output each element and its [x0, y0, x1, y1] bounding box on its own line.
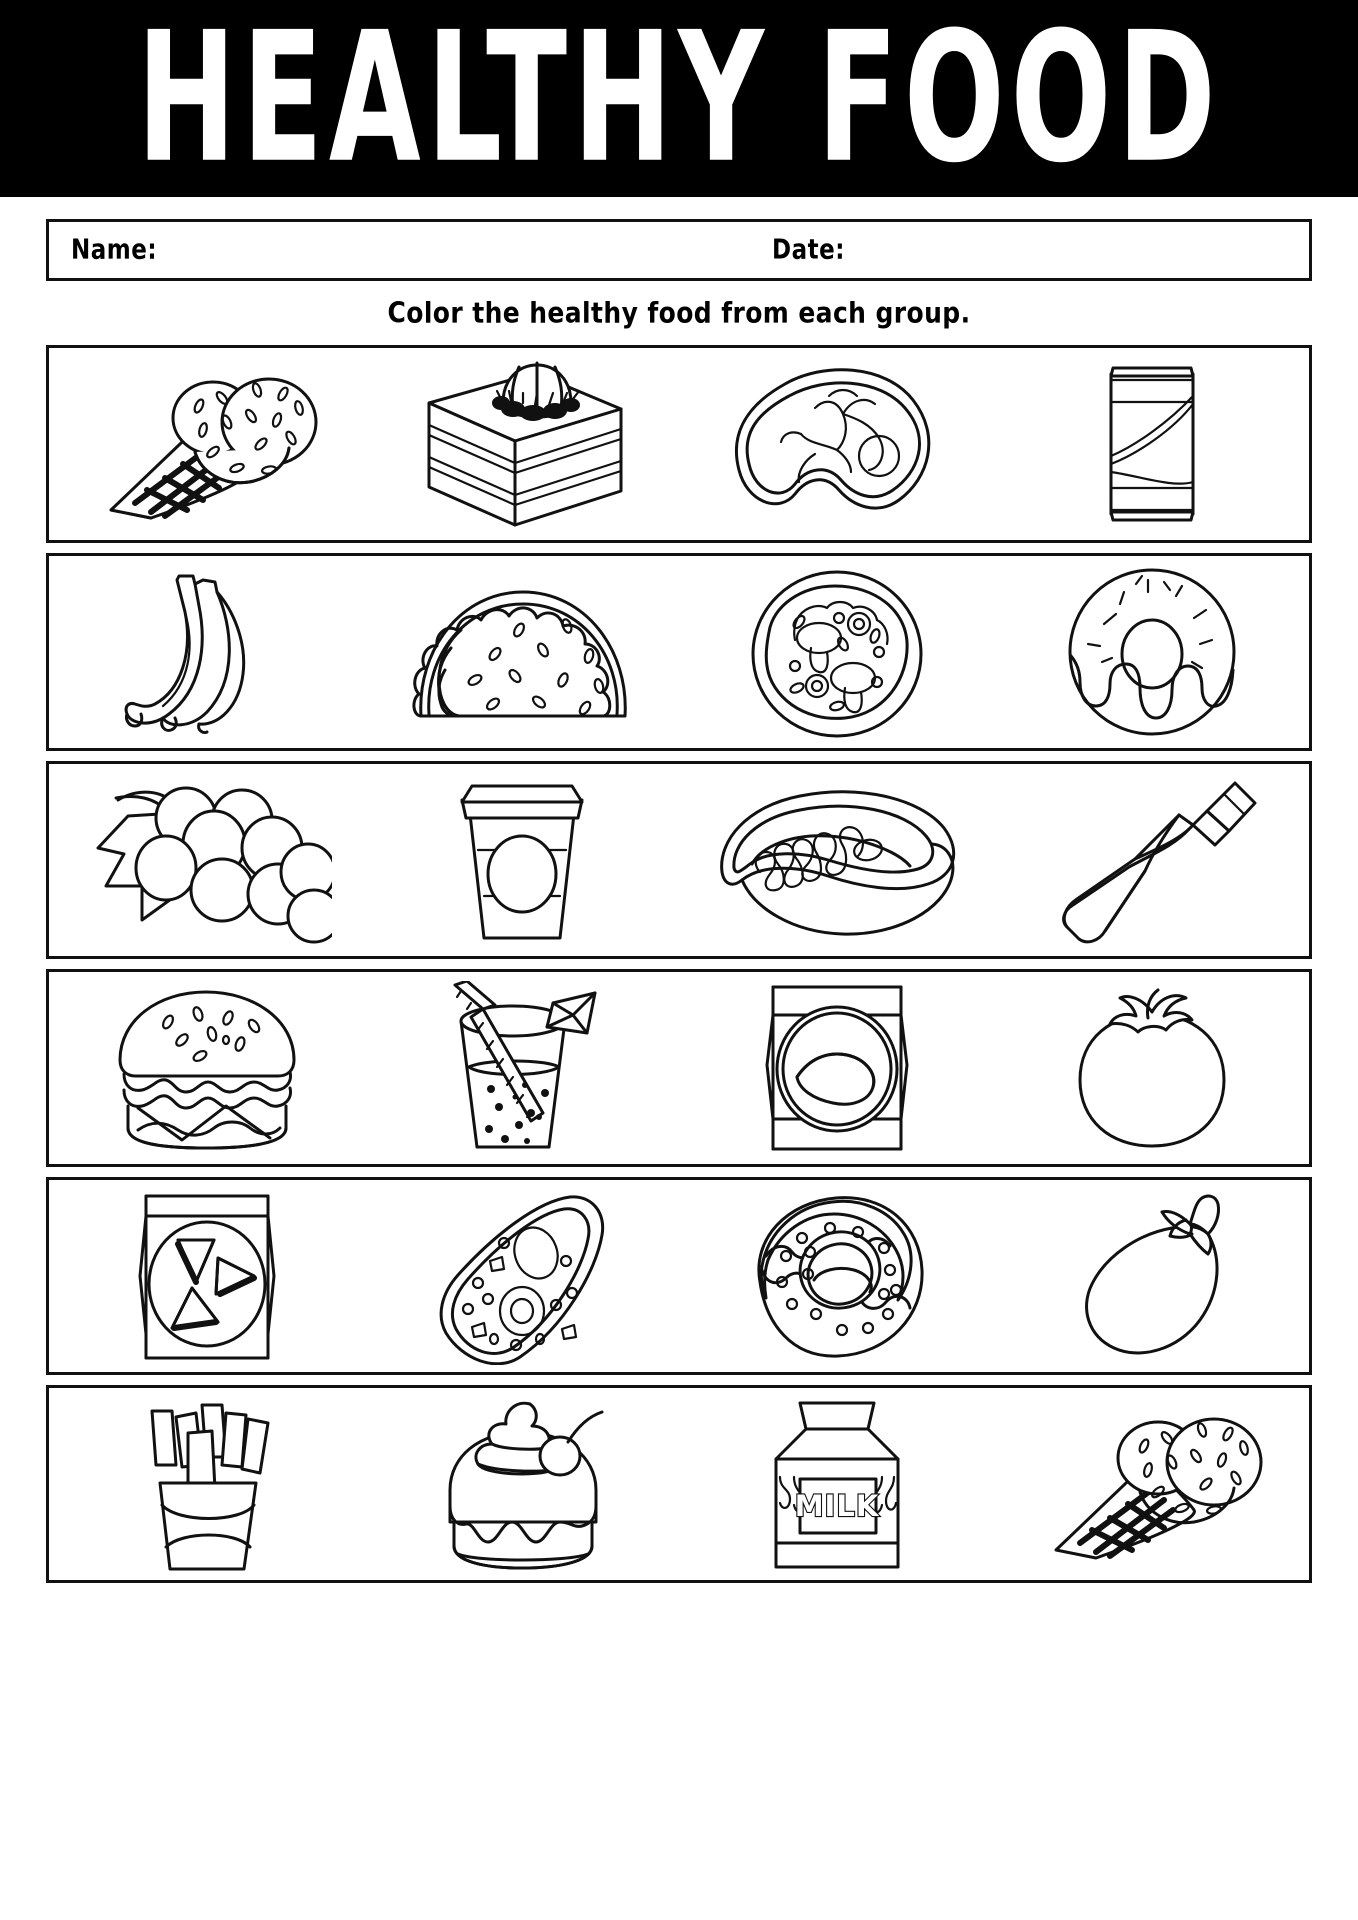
- food-group-row: [46, 553, 1312, 751]
- food-item-taco[interactable]: [364, 556, 679, 748]
- food-item-juice-glass[interactable]: [364, 972, 679, 1164]
- page-title: HEALTHY FOOD: [136, 0, 1222, 197]
- header-banner: [0, 0, 1358, 197]
- food-item-hamburger[interactable]: [49, 972, 364, 1164]
- food-item-nachos-bag[interactable]: [49, 1180, 364, 1372]
- milk-label: MILK: [794, 1489, 879, 1523]
- food-item-ice-cream-cone[interactable]: [994, 1388, 1309, 1580]
- food-group-row: [46, 1177, 1312, 1375]
- food-item-hot-dog[interactable]: [679, 764, 994, 956]
- food-group-row: [46, 1385, 1312, 1583]
- food-group-row: [46, 761, 1312, 959]
- food-item-cake-slice[interactable]: [364, 348, 679, 540]
- food-item-donut-glazed[interactable]: [994, 556, 1309, 748]
- food-item-grapes[interactable]: [49, 764, 364, 956]
- food-item-donut-sprinkles[interactable]: [679, 1180, 994, 1372]
- food-item-milk-jug[interactable]: [679, 1388, 994, 1580]
- food-item-coffee-cup[interactable]: [364, 764, 679, 956]
- name-date-box: [46, 219, 1312, 281]
- name-date-section: [0, 197, 1358, 281]
- food-item-pizza-slice[interactable]: [364, 1180, 679, 1372]
- food-item-pizza-whole[interactable]: [679, 556, 994, 748]
- food-group-row: [46, 969, 1312, 1167]
- instruction-text: Color the healthy food from each group.: [387, 296, 971, 330]
- food-item-cupcake[interactable]: [364, 1388, 679, 1580]
- food-item-soda-can[interactable]: [994, 348, 1309, 540]
- food-item-ice-cream-cone[interactable]: [49, 348, 364, 540]
- food-item-french-fries[interactable]: [49, 1388, 364, 1580]
- food-item-soda-bottle[interactable]: [994, 764, 1309, 956]
- food-group-row: [46, 345, 1312, 543]
- food-groups: [0, 339, 1358, 1583]
- food-item-chips-bag[interactable]: [679, 972, 994, 1164]
- name-label: Name:: [71, 234, 158, 266]
- food-item-tomato[interactable]: [994, 972, 1309, 1164]
- food-item-eggplant[interactable]: [994, 1180, 1309, 1372]
- food-item-bananas[interactable]: [49, 556, 364, 748]
- date-label: Date:: [772, 234, 845, 266]
- food-item-steak[interactable]: [679, 348, 994, 540]
